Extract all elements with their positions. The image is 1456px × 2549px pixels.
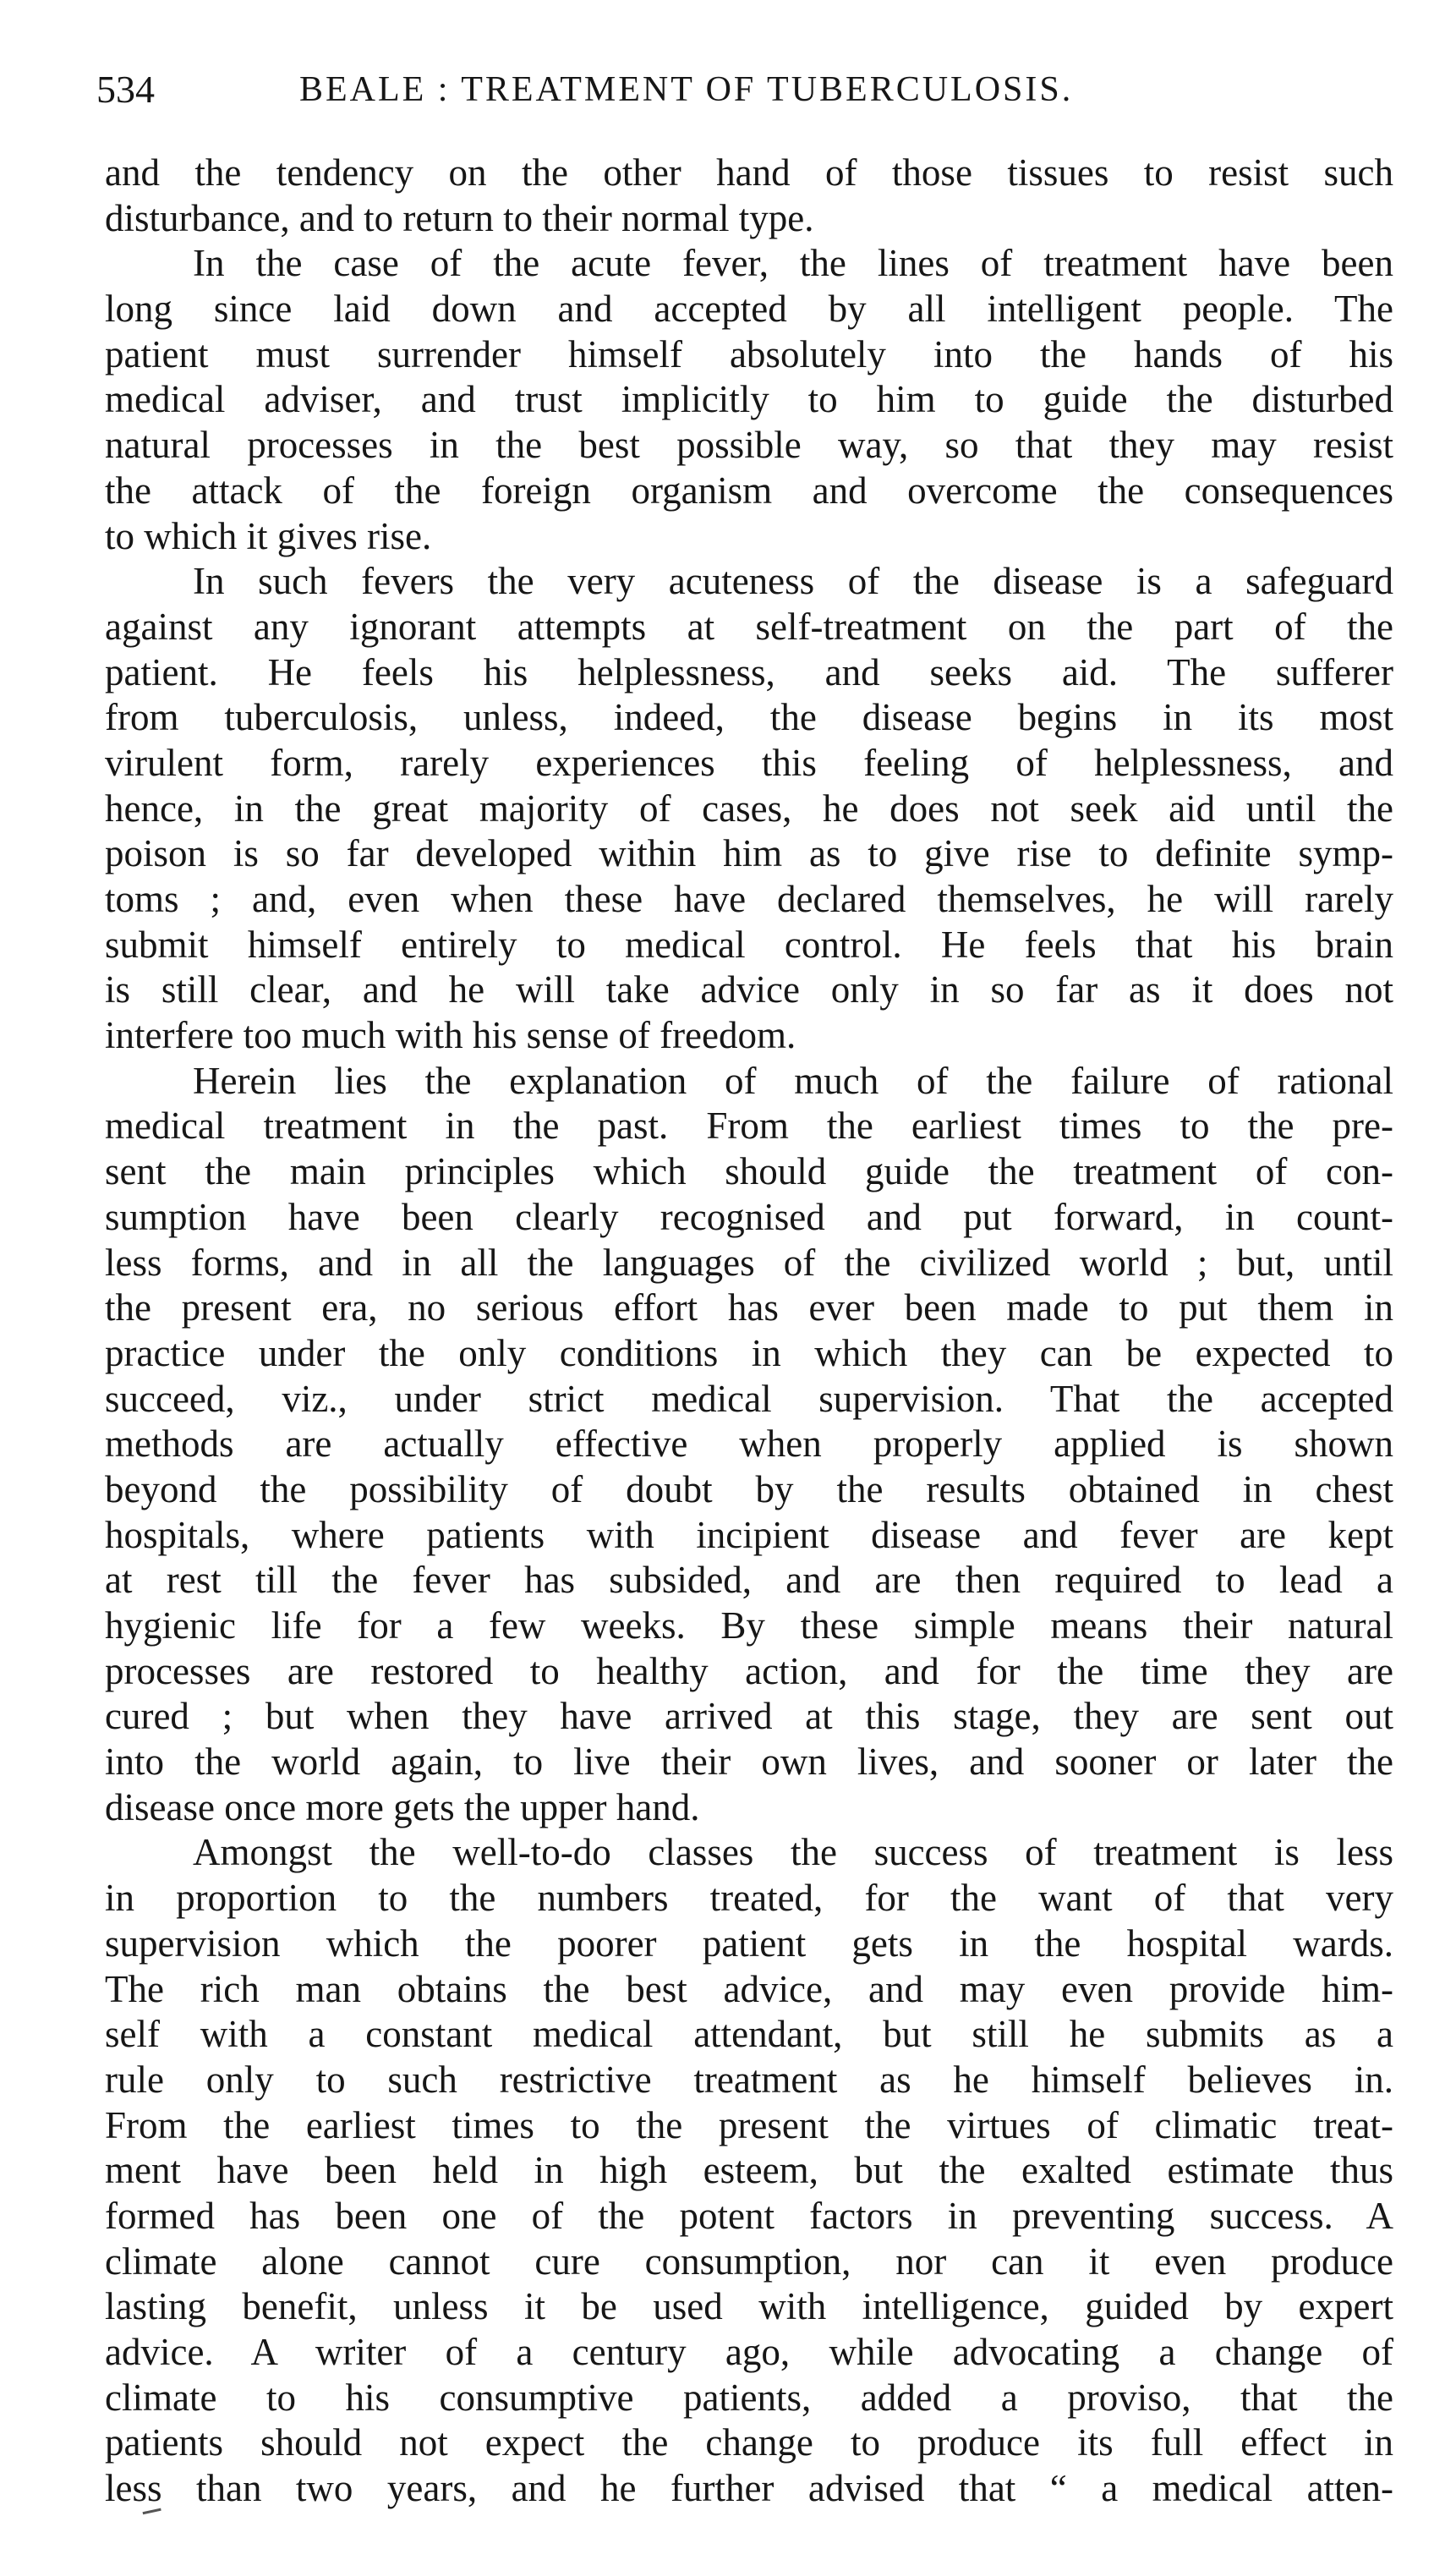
text-line: to which it gives rise. <box>105 514 432 557</box>
text-line: ment have been held in high esteem, but the exalted estimate thus <box>105 2149 1393 2192</box>
text-line: from tuberculosis, unless, indeed, the disease begins in its most <box>105 696 1393 739</box>
text-line: succeed, viz., under strict medical supervision. That the accepted <box>105 1377 1393 1420</box>
text-line: cured ; but when they have arrived at this stage, they are sent out <box>105 1695 1393 1738</box>
text-line: processes are restored to healthy action, and for the time they are <box>105 1649 1393 1692</box>
text-line: The rich man obtains the best advice, and may even provide him- <box>105 1967 1393 2010</box>
text-line: formed has been one of the potent factors in preventing success. A <box>105 2194 1393 2237</box>
running-head: BEALE : TREATMENT OF TUBERCULOSIS. <box>299 70 1074 109</box>
text-line: disease once more gets the upper hand. <box>105 1785 700 1828</box>
text-line: In such fevers the very acuteness of the disease is a safeguard <box>193 560 1393 603</box>
text-line: in proportion to the numbers treated, for the want of that very <box>105 1877 1393 1920</box>
text-line: into the world again, to live their own lives, and sooner or later the <box>105 1740 1393 1784</box>
text-line: methods are actually effective when properly applied is shown <box>105 1423 1393 1466</box>
text-line: submit himself entirely to medical control. He feels that his brain <box>105 923 1393 966</box>
text-line: is still clear, and he will take advice only in so far as it does not <box>105 968 1393 1011</box>
text-line: medical treatment in the past. From the earliest times to the pre- <box>105 1105 1393 1148</box>
text-line: disturbance, and to return to their normal type. <box>105 196 814 239</box>
page-number: 534 <box>96 68 155 111</box>
text-line: In the case of the acute fever, the lines of treatment have been <box>193 242 1393 285</box>
text-line: Herein lies the explanation of much of the failure of rational <box>193 1059 1393 1102</box>
text-line: supervision which the poorer patient gets in the hospital wards. <box>105 1921 1393 1965</box>
text-line: hygienic life for a few weeks. By these simple means their natural <box>105 1604 1393 1647</box>
text-line: lasting benefit, unless it be used with intelligence, guided by expert <box>105 2285 1393 2328</box>
text-line: climate to his consumptive patients, added a proviso, that the <box>105 2376 1393 2419</box>
text-line: the present era, no serious effort has ever been made to put them in <box>105 1286 1393 1329</box>
page-header <box>96 66 1393 113</box>
text-line: at rest till the fever has subsided, and are then required to lead a <box>105 1559 1393 1602</box>
text-line: Amongst the well-to-do classes the success of treatment is less <box>193 1831 1393 1874</box>
text-line: patients should not expect the change to produce its full effect in <box>105 2421 1393 2464</box>
text-line: toms ; and, even when these have declared themselves, he will rarely <box>105 878 1393 920</box>
text-line: sumption have been clearly recognised and put forward, in count- <box>105 1195 1393 1238</box>
text-line: From the earliest times to the present the virtues of climatic treat- <box>105 2103 1393 2146</box>
text-line: patient must surrender himself absolutely into the hands of his <box>105 332 1393 375</box>
text-line: medical adviser, and trust implicitly to him to guide the disturbed <box>105 378 1393 421</box>
text-line: and the tendency on the other hand of those tissues to resist such <box>105 151 1393 194</box>
text-line: hence, in the great majority of cases, he does not seek aid until the <box>105 787 1393 830</box>
text-line: beyond the possibility of doubt by the results obtained in chest <box>105 1467 1393 1510</box>
text-line: less forms, and in all the languages of the civilized world ; but, until <box>105 1241 1393 1284</box>
text-line: sent the main principles which should guide the treatment of con- <box>105 1150 1393 1193</box>
text-line: self with a constant medical attendant, but still he submits as a <box>105 2013 1393 2056</box>
text-line: virulent form, rarely experiences this feeling of helplessness, and <box>105 741 1393 784</box>
text-line: interfere too much with his sense of freedom. <box>105 1014 796 1057</box>
text-line: patient. He feels his helplessness, and seeks aid. The sufferer <box>105 650 1393 693</box>
text-line: long since laid down and accepted by all intelligent people. The <box>105 288 1393 331</box>
text-line: practice under the only conditions in which they can be expected to <box>105 1331 1393 1374</box>
text-line: climate alone cannot cure consumption, nor can it even produce <box>105 2239 1393 2283</box>
text-line: less than two years, and he further advised that “ a medical atten- <box>105 2467 1393 2510</box>
text-line: natural processes in the best possible way, so that they may resist <box>105 424 1393 467</box>
text-line: poison is so far developed within him as to give rise to definite symp- <box>105 832 1393 875</box>
body-text <box>105 151 1393 2512</box>
text-line: rule only to such restrictive treatment as he himself believes in. <box>105 2058 1393 2101</box>
text-line: against any ignorant attempts at self-treatment on the part of the <box>105 605 1393 648</box>
text-line: hospitals, where patients with incipient disease and fever are kept <box>105 1513 1393 1556</box>
text-line: advice. A writer of a century ago, while advocating a change of <box>105 2331 1393 2373</box>
text-line: the attack of the foreign organism and overcome the consequences <box>105 469 1393 512</box>
